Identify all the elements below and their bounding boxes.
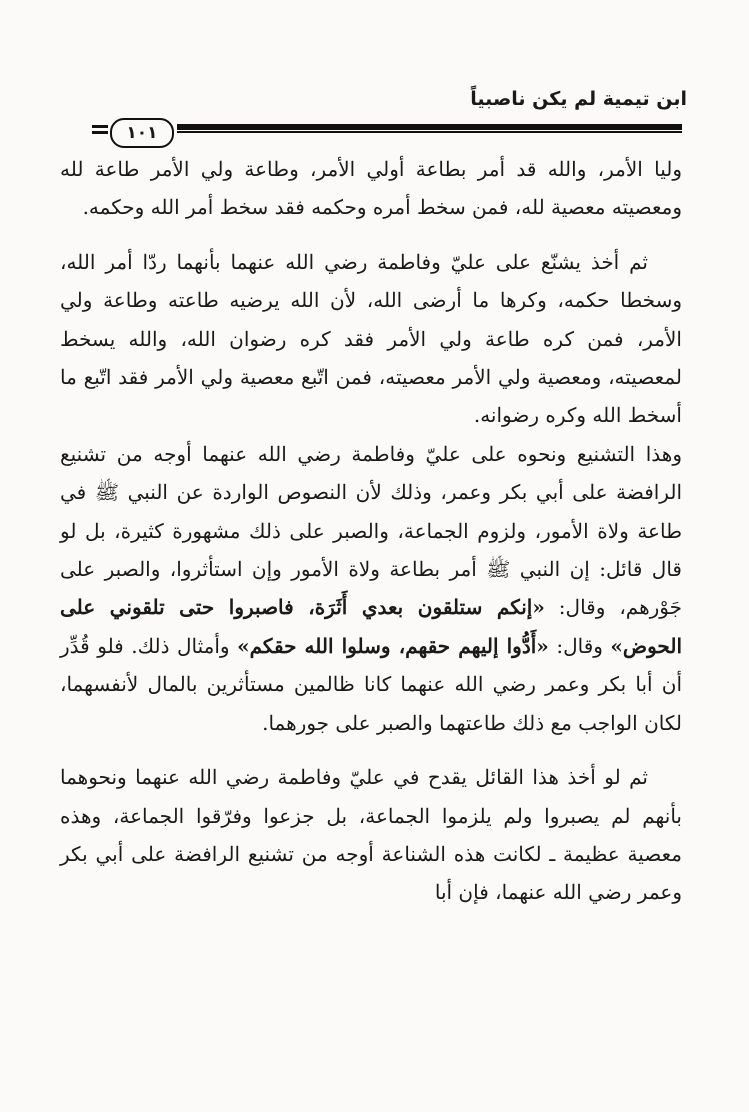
- paragraph-3: [60, 435, 682, 742]
- paragraph-gap: [60, 742, 682, 758]
- paragraph-3-part-1: وهذا التشنيع ونحوه على عليّ وفاطمة رضي الله عنهما أوجه من تشنيع الرافضة على أبي بكر وعمر، وذلك لأن النصوص الواردة عن النبي ﷺ في طاعة ولاة الأمور، ولزوم الجماعة، والصبر على ذلك مشهورة كثيرة، بل لو قال قائل: إن النبي ﷺ أمر بطاعة ولاة الأمور وإن استأثروا، والصبر على جَوْرهم، وقال:: [60, 441, 682, 620]
- running-title: ابن تيمية لم يكن ناصبياً: [470, 88, 687, 110]
- page-number: ١٠١: [110, 118, 174, 148]
- paragraph-gap: [60, 227, 682, 243]
- paragraph-3-part-3: وأمثال ذلك. فلو قُدِّر أن أبا بكر وعمر رضي الله عنهما كانا ظالمين مستأثرين بالمال لأنفسهما، لكان الواجب مع ذلك طاعتهما والصبر على جورهما.: [60, 633, 682, 735]
- paragraph-4: ثم لو أخذ هذا القائل يقدح في عليّ وفاطمة رضي الله عنهما ونحوهما بأنهم لم يصبروا ولم يلزموا الجماعة، بل جزعوا وفرّقوا الجماعة، وهذه معصية عظيمة ـ لكانت هذه الشناعة أوجه من تشنيع الرافضة على أبي بكر وعمر رضي الله عنهما، فإن أبا: [60, 765, 682, 905]
- hadith-quote-1: «إنكم ستلقون بعدي أَثَرَة، فاصبروا حتى تلقوني على الحوض»: [60, 595, 682, 658]
- header-rule-short: [92, 125, 108, 128]
- header-rule-long: [177, 124, 682, 130]
- header-rule: [92, 118, 682, 144]
- body-text: [60, 150, 682, 912]
- hadith-quote-2: «أَدُّوا إليهم حقهم، وسلوا الله حقكم»: [237, 633, 549, 658]
- paragraph-1: وليا الأمر، والله قد أمر بطاعة أولي الأمر، وطاعة ولي الأمر طاعة لله ومعصيته معصية لله، فمن سخط أمره وحكمه فقد سخط أمر الله وحكمه.: [60, 157, 682, 220]
- paragraph-2: ثم أخذ يشنّع على عليّ وفاطمة رضي الله عنهما بأنهما ردّا أمر الله، وسخطا حكمه، وكرها ما أرضى الله، لأن الله يرضيه طاعته وطاعة ولي الأمر، فمن كره طاعة ولي الأمر فقد كره رضوان الله، والله يسخط لمعصيته، ومعصية ولي الأمر معصيته، فمن اتّبع معصية ولي الأمر فقد اتّبع ما أسخط الله وكره رضوانه.: [60, 249, 682, 428]
- paragraph-3-part-2: وقال:: [548, 633, 611, 658]
